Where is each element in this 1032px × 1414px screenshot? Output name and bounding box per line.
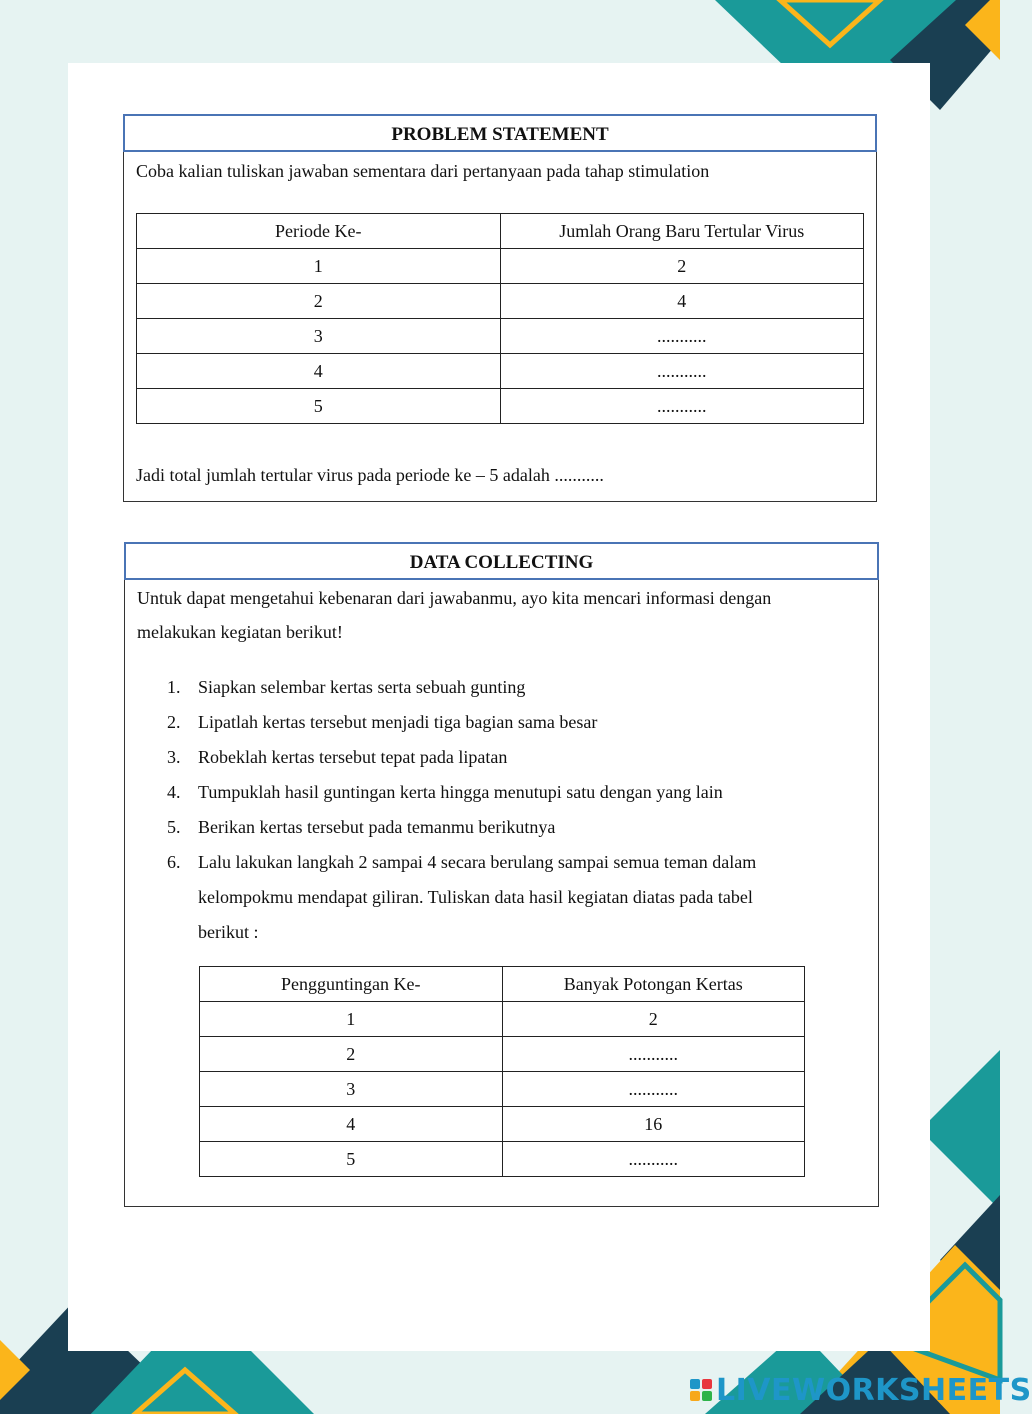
- table-cell: 3: [200, 1072, 503, 1107]
- deco-teal-diamond-right: [920, 1050, 1000, 1210]
- step-text: Siapkan selembar kertas serta sebuah gunting: [198, 677, 526, 697]
- list-item: [167, 810, 847, 845]
- table-row: [200, 1142, 805, 1177]
- data-collecting-title: DATA COLLECTING: [124, 542, 879, 580]
- answer-blank[interactable]: ...........: [500, 354, 864, 389]
- table-cell: 1: [137, 249, 501, 284]
- table-cell: 1: [200, 1002, 503, 1037]
- step-number: 3.: [167, 747, 181, 767]
- table-cell: 16: [502, 1107, 805, 1142]
- answer-blank[interactable]: ...........: [502, 1037, 805, 1072]
- list-item: [167, 775, 847, 810]
- table-cell: 3: [137, 319, 501, 354]
- answer-blank[interactable]: ...........: [500, 389, 864, 424]
- table-row: [200, 1107, 805, 1142]
- table-row: [200, 1072, 805, 1107]
- list-item: [167, 740, 847, 775]
- virus-table: [136, 213, 864, 424]
- problem-statement-title: PROBLEM STATEMENT: [123, 114, 877, 152]
- table-row: [137, 284, 864, 319]
- list-item: [167, 845, 847, 950]
- table-cell: 2: [500, 249, 864, 284]
- table-cell: 4: [200, 1107, 503, 1142]
- step-text: kelompokmu mendapat giliran. Tuliskan data hasil kegiatan diatas pada tabel: [198, 887, 753, 907]
- table-row: [200, 1037, 805, 1072]
- table-cell: 2: [137, 284, 501, 319]
- step-text: Tumpuklah hasil guntingan kerta hingga menutupi satu dengan yang lain: [198, 782, 723, 802]
- list-item: [167, 670, 847, 705]
- table-header-banyak-potongan: Banyak Potongan Kertas: [502, 967, 805, 1002]
- step-number: 4.: [167, 782, 181, 802]
- answer-blank[interactable]: ...........: [500, 319, 864, 354]
- liveworksheets-wordmark: LIVEWORKSHEETS: [716, 1372, 1032, 1408]
- table-header-row: [200, 967, 805, 1002]
- step-text: berikut :: [198, 922, 259, 942]
- answer-blank[interactable]: ...........: [502, 1142, 805, 1177]
- table-row: [200, 1002, 805, 1037]
- step-text: Berikan kertas tersebut pada temanmu berikutnya: [198, 817, 556, 837]
- step-number: 5.: [167, 817, 181, 837]
- problem-statement-box: [123, 114, 877, 502]
- problem-statement-conclusion[interactable]: Jadi total jumlah tertular virus pada periode ke – 5 adalah ...........: [136, 465, 604, 485]
- step-text: Robeklah kertas tersebut tepat pada lipatan: [198, 747, 508, 767]
- paper-cutting-table: [199, 966, 805, 1177]
- step-number: 2.: [167, 712, 181, 732]
- table-header-jumlah: Jumlah Orang Baru Tertular Virus: [500, 214, 864, 249]
- data-collecting-intro-line2: melakukan kegiatan berikut!: [137, 622, 343, 642]
- liveworksheets-logo: [690, 1372, 1032, 1408]
- data-collecting-box: [124, 542, 879, 1207]
- list-item: [167, 705, 847, 740]
- table-cell: 4: [500, 284, 864, 319]
- data-collecting-intro-line1: Untuk dapat mengetahui kebenaran dari jawabanmu, ayo kita mencari informasi dengan: [137, 588, 772, 608]
- answer-blank[interactable]: ...........: [502, 1072, 805, 1107]
- table-cell: 2: [502, 1002, 805, 1037]
- table-row: [137, 389, 864, 424]
- table-row: [137, 319, 864, 354]
- step-text: Lalu lakukan langkah 2 sampai 4 secara berulang sampai semua teman dalam: [198, 852, 757, 872]
- table-cell: 4: [137, 354, 501, 389]
- step-number: 6.: [167, 852, 181, 872]
- table-header-row: [137, 214, 864, 249]
- table-cell: 5: [200, 1142, 503, 1177]
- table-row: [137, 249, 864, 284]
- table-header-periode: Periode Ke-: [137, 214, 501, 249]
- activity-steps-list: [167, 670, 847, 950]
- table-header-pengguntingan: Pengguntingan Ke-: [200, 967, 503, 1002]
- table-cell: 2: [200, 1037, 503, 1072]
- step-number: 1.: [167, 677, 181, 697]
- table-row: [137, 354, 864, 389]
- problem-statement-instruction: Coba kalian tuliskan jawaban sementara dari pertanyaan pada tahap stimulation: [136, 161, 710, 181]
- step-text: Lipatlah kertas tersebut menjadi tiga bagian sama besar: [198, 712, 598, 732]
- liveworksheets-mark-icon: [690, 1379, 712, 1401]
- table-cell: 5: [137, 389, 501, 424]
